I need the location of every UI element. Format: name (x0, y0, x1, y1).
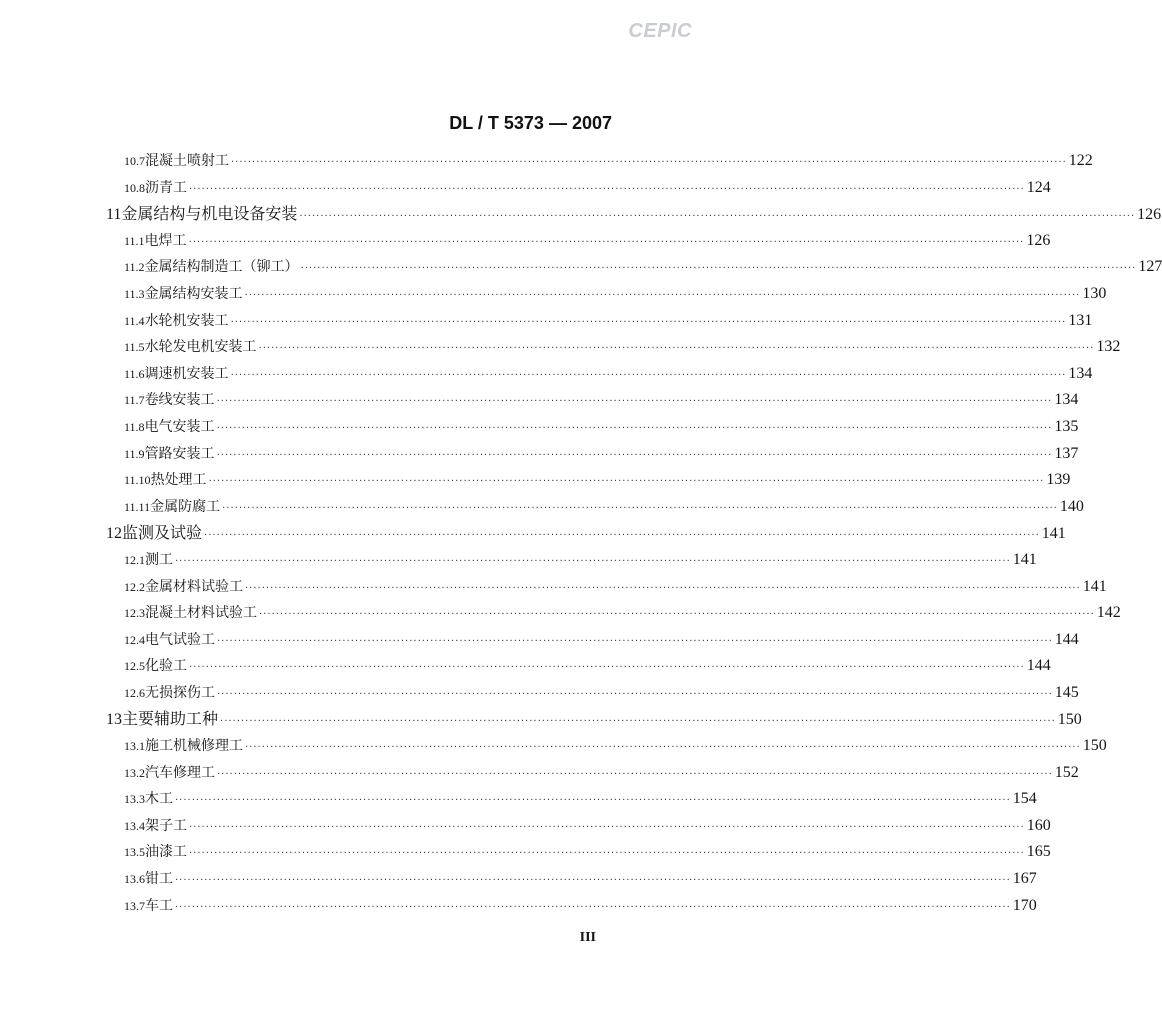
toc-entry[interactable] (100, 201, 1162, 228)
toc-entry[interactable] (100, 653, 1051, 680)
toc-entry-number: 11.3 (124, 286, 145, 301)
toc-entry-number: 13.2 (124, 765, 145, 780)
toc-entry-page: 160 (1026, 816, 1051, 834)
toc-entry-title: 化验工 (145, 658, 187, 675)
toc-entry[interactable] (100, 600, 1121, 627)
dot-leader: ········································································································································································································ (258, 343, 1095, 355)
toc-entry[interactable] (100, 441, 1079, 468)
toc-entry-number: 13.3 (124, 792, 145, 807)
toc-entry[interactable] (100, 760, 1079, 787)
toc-entry-title: 车工 (145, 897, 173, 914)
toc-entry-title: 卷线安装工 (144, 392, 215, 409)
toc-entry-number: 10.7 (124, 154, 145, 168)
dot-leader: ········································································································································································································ (188, 236, 1025, 248)
toc-entry-number: 13.6 (124, 872, 145, 887)
toc-entry-number: 12.4 (124, 632, 145, 647)
toc-entry-title: 木工 (145, 791, 173, 808)
toc-entry-page: 132 (1096, 338, 1121, 356)
toc-entry-page: 130 (1082, 284, 1107, 302)
toc-entry[interactable] (100, 414, 1079, 441)
toc-entry[interactable] (100, 733, 1107, 760)
toc-entry[interactable] (100, 839, 1051, 866)
toc-entry-number: 11.7 (124, 393, 145, 408)
toc-entry-title: 金属防腐工 (150, 498, 221, 515)
toc-entry-number: 11.8 (124, 419, 145, 434)
toc-entry[interactable] (100, 813, 1051, 840)
toc-entry-number: 11.4 (124, 313, 145, 328)
toc-entry[interactable] (100, 680, 1079, 707)
dot-leader: ········································································································································································································ (208, 476, 1045, 488)
toc-entry-page: 154 (1012, 790, 1037, 808)
standard-code: DL / T 5373 — 2007 (449, 113, 612, 133)
toc-entry[interactable] (100, 866, 1037, 893)
toc-entry-title: 水轮机安装工 (144, 312, 229, 329)
toc-entry-title: 测工 (145, 551, 173, 568)
toc-entry[interactable] (100, 547, 1037, 574)
toc-entry-page: 145 (1054, 683, 1079, 701)
toc-entry-page: 141 (1012, 550, 1037, 568)
toc-entry[interactable] (100, 308, 1093, 335)
toc-entry-title: 钳工 (145, 871, 173, 888)
toc-entry-title: 金属结构与机电设备安装 (121, 204, 298, 224)
toc-entry-title: 金属结构制造工（铆工） (144, 259, 299, 276)
toc-entry-number: 13 (106, 711, 122, 729)
toc-entry-number: 12.3 (124, 606, 145, 621)
toc-entry-number: 11.11 (124, 499, 151, 514)
toc-entry-page: 141 (1041, 525, 1066, 543)
toc-entry-page: 170 (1012, 896, 1037, 914)
toc-entry[interactable] (100, 361, 1093, 388)
toc-entry-title: 无损探伤工 (145, 684, 215, 701)
toc-entry-title: 电气试验工 (145, 631, 215, 648)
toc-entry-number: 11.10 (124, 473, 151, 488)
toc-entry-title: 汽车修理工 (145, 764, 215, 781)
toc-entry-page: 126 (1137, 206, 1162, 224)
toc-entry-number: 11.6 (124, 366, 145, 381)
dot-leader: ········································································································································································································ (244, 289, 1081, 301)
toc-entry-number: 12 (106, 525, 122, 543)
toc-entry-title: 管路安装工 (144, 445, 215, 462)
toc-entry-page: 124 (1026, 178, 1051, 196)
toc-entry-page: 144 (1026, 657, 1051, 675)
toc-entry-title: 沥青工 (145, 179, 187, 196)
toc-entry-number: 11.1 (124, 233, 145, 248)
toc-entry-title: 主要辅助工种 (122, 709, 219, 729)
toc-entry-number: 13.7 (124, 898, 145, 913)
toc-entry-page: 140 (1059, 497, 1084, 515)
toc-entry-number: 10.8 (124, 180, 145, 195)
dot-leader: ········································································································································································································ (230, 369, 1067, 381)
toc-entry[interactable] (100, 706, 1082, 733)
dot-leader: ········································································································································································································ (217, 635, 1053, 647)
toc-entry-page: 134 (1068, 364, 1093, 382)
dot-leader: ········································································································································································································ (189, 848, 1025, 860)
table-of-contents (100, 148, 1162, 919)
toc-entry-title: 电焊工 (144, 232, 187, 249)
toc-entry[interactable] (100, 281, 1107, 308)
toc-entry-page: 127 (1138, 258, 1162, 276)
toc-entry[interactable] (100, 334, 1121, 361)
dot-leader: ········································································································································································································ (231, 157, 1067, 168)
toc-entry-title: 金属结构安装工 (144, 285, 243, 302)
dot-leader: ········································································································································································································ (216, 396, 1053, 408)
toc-entry[interactable] (100, 254, 1162, 281)
dot-leader: ········································································································································································································ (299, 211, 1136, 223)
toc-entry-page: 131 (1068, 311, 1093, 329)
toc-entry-page: 137 (1054, 444, 1079, 462)
dot-leader: ········································································································································································································ (175, 555, 1011, 567)
toc-entry-title: 监测及试验 (122, 523, 203, 543)
toc-entry-page: 142 (1096, 604, 1121, 622)
dot-leader: ········································································································································································································ (189, 662, 1025, 674)
toc-entry[interactable] (100, 494, 1084, 521)
toc-entry-number: 11.9 (124, 446, 145, 461)
toc-entry-page: 152 (1054, 763, 1079, 781)
toc-entry-page: 165 (1026, 843, 1051, 861)
toc-entry-title: 混凝土喷射工 (145, 153, 229, 169)
toc-entry[interactable] (100, 387, 1079, 414)
toc-entry-title: 热处理工 (150, 472, 207, 489)
dot-leader: ········································································································································································································ (189, 183, 1025, 195)
toc-entry[interactable] (100, 574, 1107, 601)
toc-entry-page: 139 (1046, 471, 1071, 489)
dot-leader: ········································································································································································································ (216, 449, 1053, 461)
toc-entry-page: 141 (1082, 577, 1107, 595)
dot-leader: ········································································································································································································ (230, 316, 1067, 328)
page-number: III (579, 930, 596, 945)
toc-entry-page: 150 (1082, 737, 1107, 755)
toc-entry-number: 12.1 (124, 552, 145, 567)
toc-entry-title: 混凝土材料试验工 (145, 605, 257, 622)
toc-entry-number: 11 (106, 206, 122, 224)
dot-leader: ········································································································································································································ (300, 263, 1137, 275)
toc-entry[interactable] (100, 175, 1051, 202)
toc-entry-page: 167 (1012, 870, 1037, 888)
toc-entry-number: 13.4 (124, 818, 145, 833)
toc-entry-number: 12.2 (124, 579, 145, 594)
toc-entry-number: 13.5 (124, 845, 145, 860)
toc-entry-title: 金属材料试验工 (145, 578, 243, 595)
toc-entry-number: 11.5 (124, 340, 145, 355)
toc-entry[interactable] (100, 627, 1079, 654)
toc-entry-number: 13.1 (124, 739, 145, 754)
dot-leader: ········································································································································································································ (245, 742, 1081, 754)
dot-leader: ········································································································································································································ (245, 582, 1081, 594)
dot-leader: ········································································································································································································ (189, 821, 1025, 833)
toc-entry[interactable] (100, 520, 1066, 547)
cepic-logo: CEPIC (628, 20, 692, 42)
toc-entry-title: 架子工 (145, 817, 187, 834)
dot-leader: ········································································································································································································ (222, 502, 1058, 514)
toc-entry-title: 电气安装工 (144, 418, 215, 435)
dot-leader: ········································································································································································································ (220, 716, 1056, 728)
toc-entry-number: 12.5 (124, 659, 145, 674)
dot-leader: ········································································································································································································ (217, 688, 1053, 700)
dot-leader: ········································································································································································································ (259, 609, 1095, 621)
dot-leader: ········································································································································································································ (175, 875, 1011, 887)
toc-entry-page: 126 (1026, 231, 1051, 249)
dot-leader: ········································································································································································································ (216, 422, 1053, 434)
toc-entry-page: 150 (1057, 711, 1082, 729)
toc-entry-page: 144 (1054, 630, 1079, 648)
toc-entry-number: 11.2 (124, 260, 145, 275)
toc-entry[interactable] (100, 786, 1037, 813)
toc-entry-title: 施工机械修理工 (145, 738, 243, 755)
toc-entry[interactable] (100, 467, 1071, 494)
toc-entry[interactable] (100, 148, 1093, 175)
dot-leader: ········································································································································································································ (217, 768, 1053, 780)
toc-entry-number: 12.6 (124, 685, 145, 700)
toc-entry[interactable] (100, 893, 1037, 920)
dot-leader: ········································································································································································································ (175, 901, 1011, 913)
toc-entry[interactable] (100, 228, 1051, 255)
toc-entry-page: 135 (1054, 417, 1079, 435)
dot-leader: ········································································································································································································ (204, 530, 1040, 542)
toc-entry-title: 油漆工 (145, 844, 187, 861)
toc-entry-page: 122 (1068, 152, 1093, 169)
dot-leader: ········································································································································································································ (175, 795, 1011, 807)
toc-entry-page: 134 (1054, 391, 1079, 409)
toc-entry-title: 水轮发电机安装工 (144, 339, 257, 356)
toc-entry-title: 调速机安装工 (144, 365, 229, 382)
